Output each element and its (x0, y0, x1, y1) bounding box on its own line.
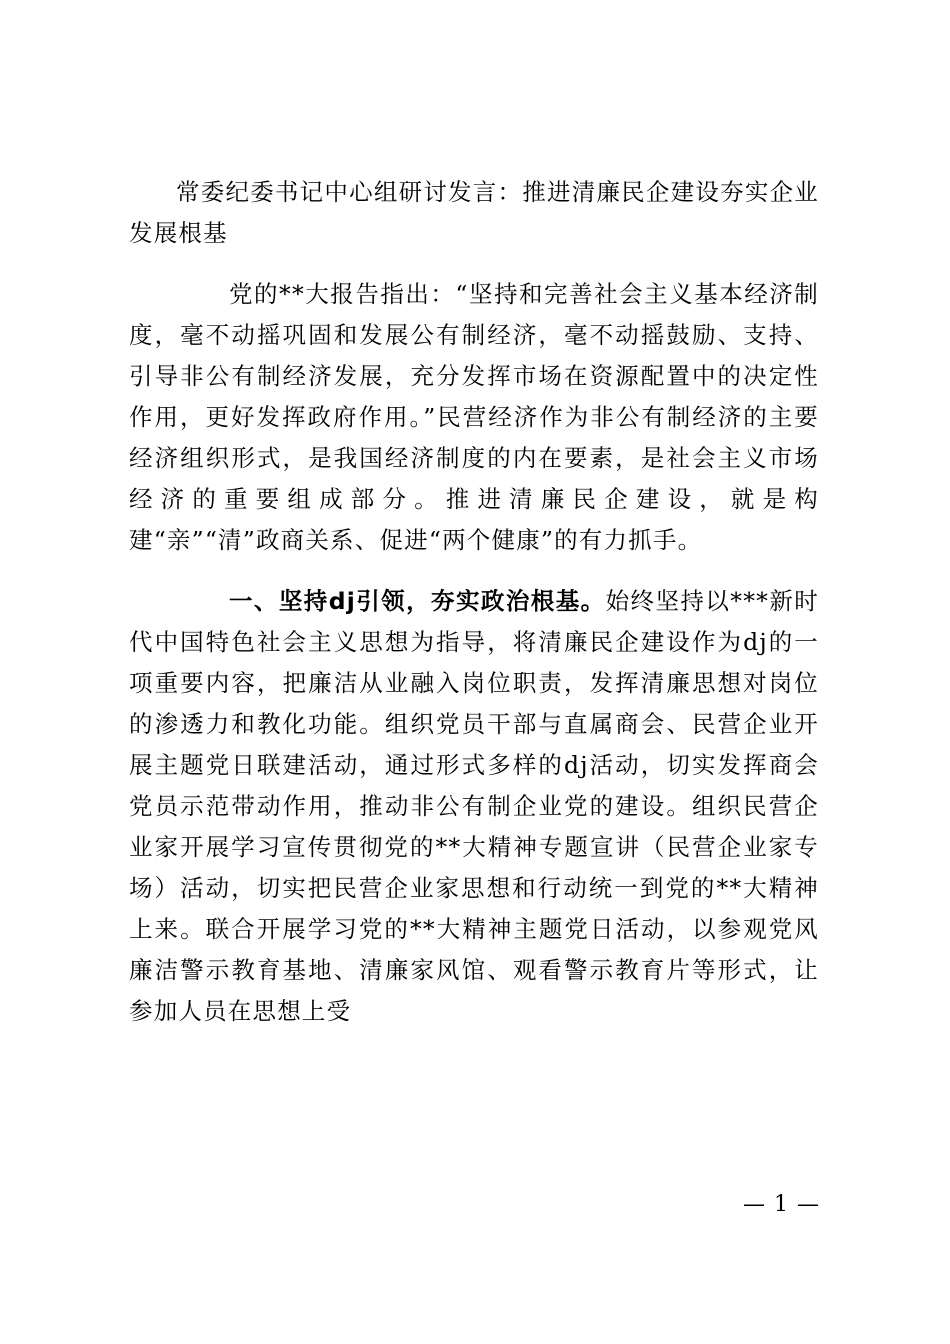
document-title: 常委纪委书记中心组研讨发言：推进清廉民企建设夯实企业发展根基 (129, 178, 819, 247)
page-number: — 1 — (743, 1192, 820, 1217)
section-1-paragraph (129, 581, 819, 1032)
document-body (129, 172, 819, 1032)
section-1-heading: 一、坚持dj引领，夯实政治根基。 (229, 587, 606, 615)
section-1-body: 始终坚持以***新时代中国特色社会主义思想为指导，将清廉民企建设作为dj的一项重要内容，把廉洁从业融入岗位职责，发挥清廉思想对岗位的渗透力和教化功能。组织党员干部与直属商会、民营企业开展主题党日联建活动，通过形式多样的dj活动，切实发挥商会党员示范带动作用，推动非公有制企业党的建设。组织民营企业家开展学习宣传贯彻党的**大精神专题宣讲（民营企业家专场）活动，切实把民营企业家思想和行动统一到党的**大精神上来。联合开展学习党的**大精神主题党日活动，以参观党风廉洁警示教育基地、清廉家风馆、观看警示教育片等形式，让参加人员在思想上受 (129, 587, 820, 1025)
intro-paragraph: 党的**大报告指出：“坚持和完善社会主义基本经济制度，毫不动摇巩固和发展公有制经济，毫不动摇鼓励、支持、引导非公有制经济发展，充分发挥市场在资源配置中的决定性作用，更好发挥政府作用。”民营经济作为非公有制经济的主要经济组织形式，是我国经济制度的内在要素，是社会主义市场经济的重要组成部分。推进清廉民企建设，就是构建“亲”“清”政商关系、促进“两个健康”的有力抓手。 (129, 280, 819, 554)
